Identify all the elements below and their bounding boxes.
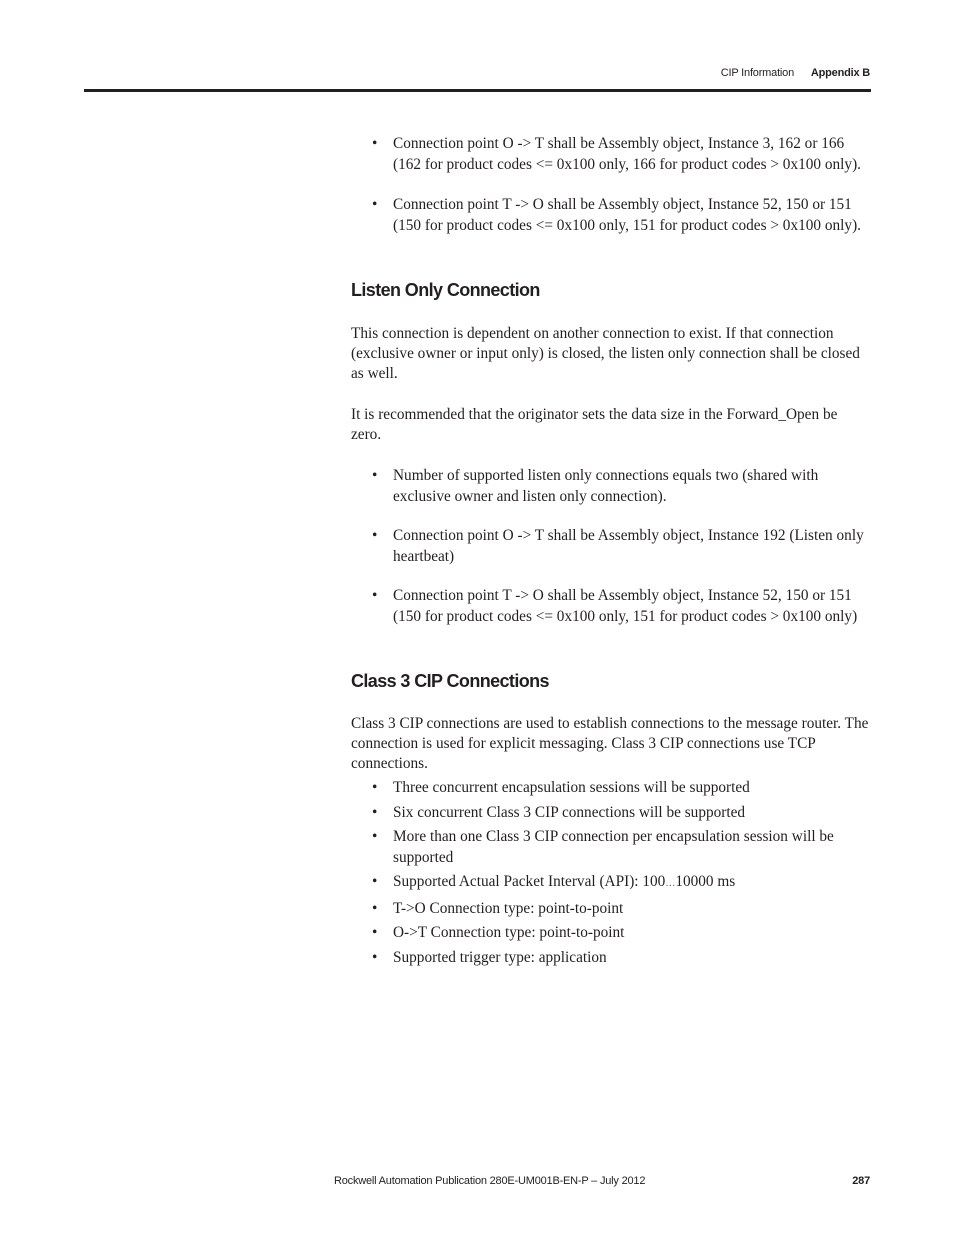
top-bullet-list: [351, 134, 871, 236]
header-section-title: CIP Information: [720, 67, 795, 79]
section-heading-class3: Class 3 CIP Connections: [351, 671, 549, 691]
header-appendix-label: Appendix B: [810, 67, 870, 79]
list-item: • Connection point O -> T shall be Assembly object, Instance 192 (Listen only heartbeat): [351, 526, 871, 567]
header-rule: [84, 89, 871, 92]
list-item: • O->T Connection type: point-to-point: [351, 923, 871, 944]
page-content: [351, 134, 871, 968]
list-item: • T->O Connection type: point-to-point: [351, 899, 871, 920]
footer-publication: Rockwell Automation Publication 280E-UM001B-EN-P – July 2012: [334, 1175, 646, 1187]
listen-only-bullet-list: [351, 466, 871, 627]
api-text-prefix: Supported Actual Packet Interval (API): 100: [393, 873, 666, 890]
list-item: • Six concurrent Class 3 CIP connections will be supported: [351, 803, 871, 824]
paragraph: It is recommended that the originator sets the data size in the Forward_Open be zero.: [351, 406, 838, 443]
list-item: • Connection point O -> T shall be Assembly object, Instance 3, 162 or 166 (162 for product codes <= 0x100 only, 166 for product codes > 0x100 only).: [351, 134, 871, 175]
list-item: • More than one Class 3 CIP connection per encapsulation session will be supported: [351, 827, 871, 868]
paragraph: Class 3 CIP connections are used to establish connections to the message router. The connection is used for explicit messaging. Class 3 CIP connections use TCP connections.: [351, 715, 869, 772]
list-item: • Connection point T -> O shall be Assembly object, Instance 52, 150 or 151 (150 for product codes <= 0x100 only, 151 for product codes > 0x100 only).: [351, 195, 871, 236]
page-number: 287: [852, 1175, 870, 1187]
section-heading-listen-only: Listen Only Connection: [351, 280, 540, 300]
api-text-suffix: 10000 ms: [675, 873, 736, 890]
list-item: • Supported trigger type: application: [351, 948, 871, 969]
list-item: [351, 872, 871, 895]
list-item: • Connection point T -> O shall be Assembly object, Instance 52, 150 or 151 (150 for product codes <= 0x100 only, 151 for product codes > 0x100 only): [351, 586, 871, 627]
list-item: • Number of supported listen only connections equals two (shared with exclusive owner and listen only connection).: [351, 466, 871, 507]
class3-bullet-list: [351, 778, 871, 968]
page-header: [721, 67, 870, 79]
list-item: • Three concurrent encapsulation sessions will be supported: [351, 778, 871, 799]
paragraph: This connection is dependent on another connection to exist. If that connection (exclusive owner or input only) is closed, the listen only connection shall be closed as well.: [351, 325, 860, 382]
api-range-ellipsis: …: [665, 878, 676, 889]
